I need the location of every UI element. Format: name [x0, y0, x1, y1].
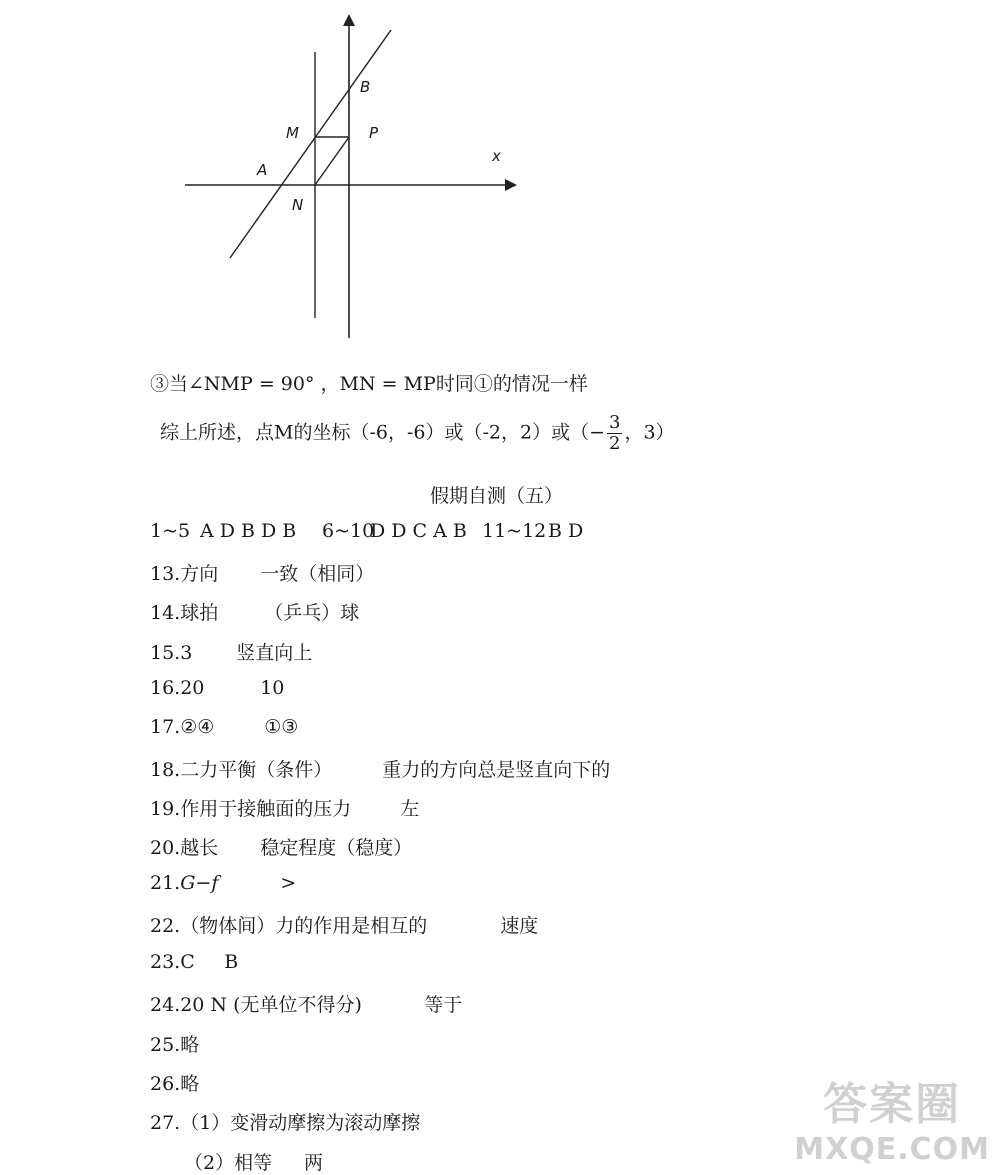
point-label-a: A — [257, 161, 268, 179]
watermark-text-2: MXQE.COM — [794, 1132, 990, 1167]
choice-group-2: D D C A B — [370, 520, 467, 542]
answer-a: 3 — [180, 642, 193, 664]
answer-a: 方向 — [180, 563, 219, 585]
choice-answers — [150, 520, 583, 542]
answer-24 — [150, 990, 462, 1017]
fraction-denominator: 2 — [609, 433, 621, 454]
line-ab — [230, 30, 391, 258]
answer-b: 竖直向上 — [236, 642, 313, 664]
answer-a: G−f — [180, 872, 219, 894]
answer-a: ②④ — [180, 716, 215, 738]
fraction-numerator: 3 — [609, 412, 621, 433]
answer-number: 20. — [150, 837, 181, 859]
answer-a: （物体间）力的作用是相互的 — [180, 915, 428, 937]
answer-b: B — [224, 951, 239, 973]
point-label-b: B — [360, 78, 371, 96]
answer-23 — [150, 951, 238, 973]
answer-27-part-1 — [150, 1108, 420, 1135]
answer-number: 15. — [150, 642, 181, 664]
answer-number: 26. — [150, 1073, 181, 1095]
answer-a: 越长 — [180, 837, 219, 859]
answer-b: （乒乓）球 — [264, 602, 360, 624]
axis-label-x: x — [492, 147, 501, 165]
answer-20 — [150, 833, 412, 860]
answer-number: 18. — [150, 759, 181, 781]
section-title: 假期自测（五） — [430, 485, 564, 507]
summary-suffix: ，3） — [624, 421, 675, 444]
answer-19 — [150, 794, 419, 821]
choice-range-2: 6~10 — [322, 520, 375, 542]
answer-a: C — [180, 951, 195, 973]
answer-number: 24. — [150, 994, 181, 1016]
answer-number: 25. — [150, 1034, 181, 1056]
choice-group-3: B D — [548, 520, 584, 542]
y-axis-arrow — [343, 14, 355, 26]
answer-b: 稳定程度（稳度） — [260, 837, 413, 859]
answer-b: 左 — [400, 798, 420, 820]
point-label-m: M — [286, 124, 299, 142]
answer-27-part-2 — [184, 1148, 323, 1175]
answer-number: 17. — [150, 716, 181, 738]
answer-number: 23. — [150, 951, 181, 973]
answer-26 — [150, 1069, 199, 1096]
answer-number: 19. — [150, 798, 181, 820]
answer-number: 27. — [150, 1112, 181, 1134]
case-3-text: ③当∠NMP = 90° ，MN = MP时同①的情况一样 — [150, 373, 588, 395]
coordinate-diagram — [0, 0, 1000, 350]
watermark-logo — [794, 1068, 990, 1167]
answer-14 — [150, 598, 359, 625]
answer-b: 10 — [260, 677, 285, 699]
answer-b: ①③ — [264, 716, 299, 738]
answer-a: 略 — [180, 1073, 200, 1095]
answer-a: 作用于接触面的压力 — [180, 798, 352, 820]
answer-27-1: （1）变滑动摩擦为滚动摩擦 — [180, 1112, 421, 1134]
answer-a: 球拍 — [180, 602, 219, 624]
watermark-text-1: 答案圈 — [823, 1079, 962, 1130]
answer-b: 重力的方向总是竖直向下的 — [382, 759, 611, 781]
answer-15 — [150, 638, 312, 665]
answer-16 — [150, 677, 284, 699]
answer-21 — [150, 872, 296, 894]
x-axis-arrow — [505, 179, 517, 191]
answer-a: 20 — [180, 677, 205, 699]
answer-18 — [150, 755, 610, 782]
answer-number: 14. — [150, 602, 181, 624]
point-label-p: P — [369, 124, 379, 142]
point-label-n: N — [292, 196, 304, 214]
answer-17 — [150, 716, 298, 738]
summary-line — [160, 413, 675, 454]
answer-22 — [150, 911, 538, 938]
answer-number: 22. — [150, 915, 181, 937]
segment-pn — [315, 137, 349, 185]
answer-b: > — [280, 872, 297, 894]
answer-25 — [150, 1030, 199, 1057]
summary-prefix: 综上所述，点M的坐标（-6，-6）或（-2，2）或（− — [160, 421, 605, 444]
answer-b: 速度 — [500, 915, 539, 937]
answer-a: 二力平衡（条件） — [180, 759, 333, 781]
answer-b: 等于 — [424, 994, 463, 1016]
answer-a: 20 N (无单位不得分) — [180, 994, 362, 1016]
answer-number: 16. — [150, 677, 181, 699]
answer-27-2-label: （2）相等 — [184, 1152, 273, 1174]
answer-b: 一致（相同） — [260, 563, 375, 585]
fraction — [607, 413, 622, 454]
answer-number: 13. — [150, 563, 181, 585]
choice-group-1: A D B D B — [200, 520, 297, 542]
answer-27-2-b: 两 — [304, 1152, 324, 1174]
answer-a: 略 — [180, 1034, 200, 1056]
answer-13 — [150, 559, 374, 586]
choice-range-3: 11~12 — [482, 520, 547, 542]
choice-range-1: 1~5 — [150, 520, 191, 542]
answer-number: 21. — [150, 872, 181, 894]
